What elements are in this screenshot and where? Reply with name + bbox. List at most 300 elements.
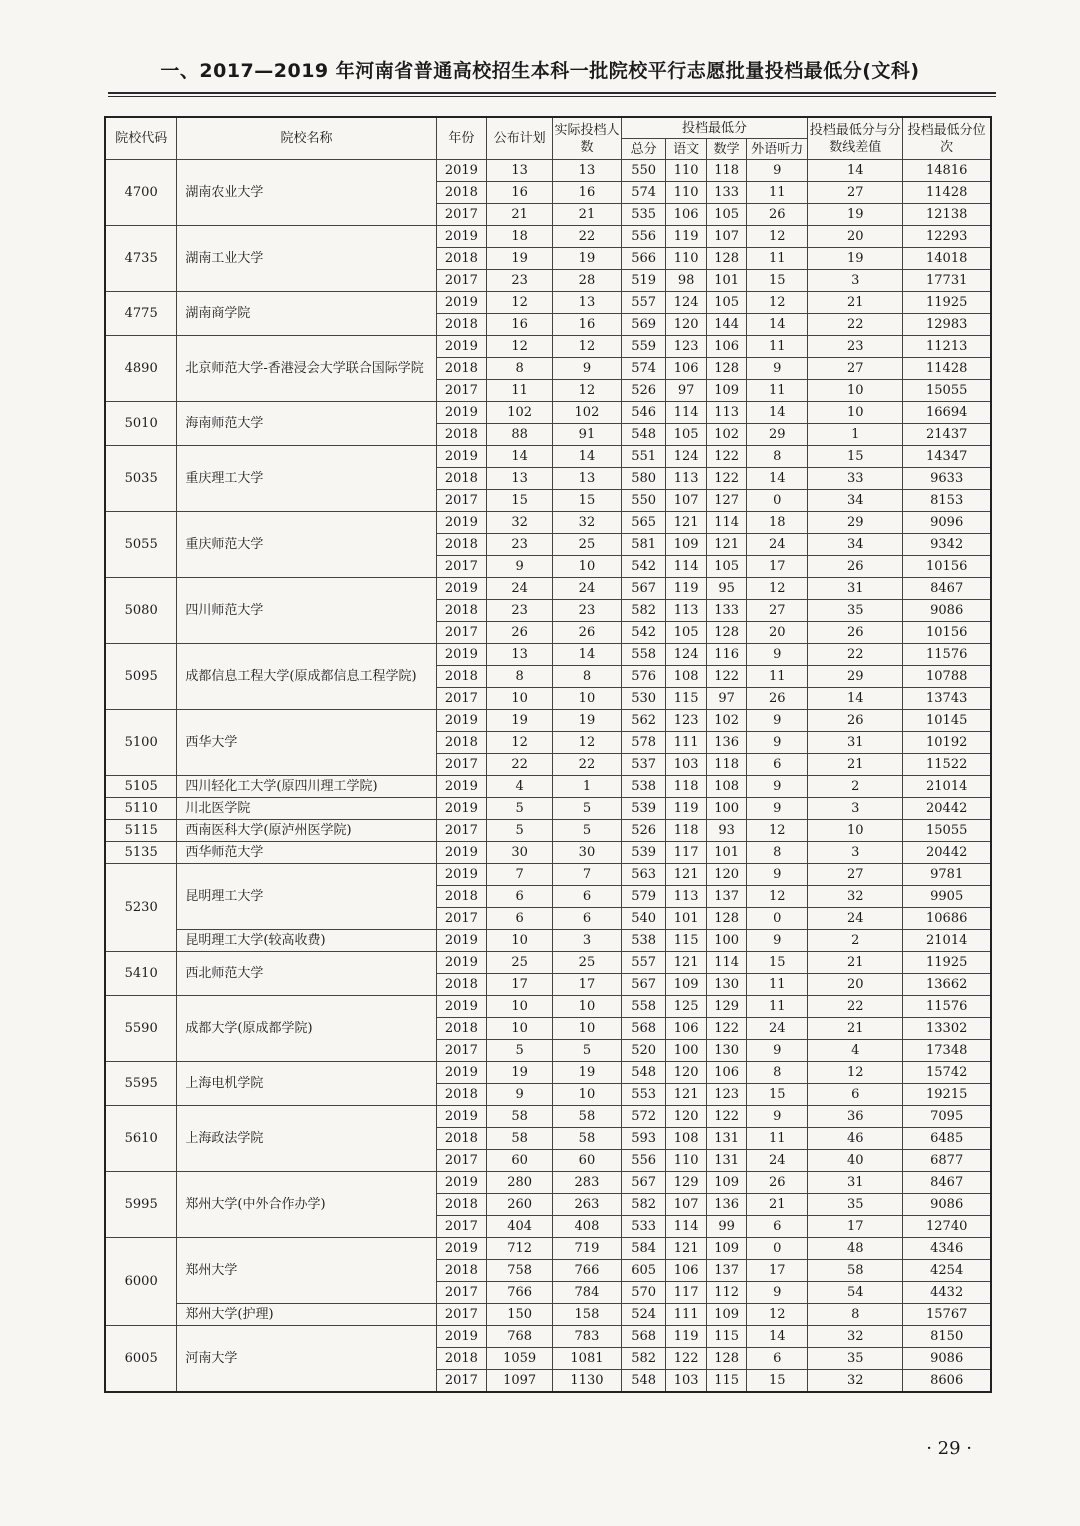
header-math: 数学 — [706, 139, 747, 160]
cell-plan: 404 — [487, 1216, 553, 1238]
cell-actual: 60 — [553, 1150, 622, 1172]
cell-foreign: 14 — [747, 1326, 808, 1348]
cell-total: 576 — [621, 666, 666, 688]
cell-rank: 15742 — [903, 1062, 991, 1084]
cell-math: 100 — [706, 930, 747, 952]
cell-foreign: 24 — [747, 1018, 808, 1040]
cell-foreign: 15 — [747, 270, 808, 292]
cell-diff: 29 — [808, 512, 903, 534]
cell-actual: 263 — [553, 1194, 622, 1216]
table-body — [105, 160, 991, 1393]
cell-actual: 58 — [553, 1106, 622, 1128]
cell-year: 2019 — [436, 710, 487, 732]
cell-total: 580 — [621, 468, 666, 490]
cell-year: 2019 — [436, 1106, 487, 1128]
cell-rank: 6877 — [903, 1150, 991, 1172]
cell-math: 128 — [706, 622, 747, 644]
school-code: 5110 — [105, 798, 177, 820]
cell-rank: 11428 — [903, 358, 991, 380]
cell-foreign: 9 — [747, 864, 808, 886]
table-row — [105, 996, 991, 1018]
cell-actual: 5 — [553, 1040, 622, 1062]
cell-chinese: 107 — [666, 1194, 707, 1216]
cell-math: 122 — [706, 1018, 747, 1040]
table-row — [105, 842, 991, 864]
school-name: 北京师范大学-香港浸会大学联合国际学院 — [177, 336, 436, 402]
cell-diff: 12 — [808, 1062, 903, 1084]
cell-math: 131 — [706, 1150, 747, 1172]
school-name: 四川轻化工大学(原四川理工学院) — [177, 776, 436, 798]
cell-chinese: 107 — [666, 490, 707, 512]
cell-total: 578 — [621, 732, 666, 754]
cell-total: 535 — [621, 204, 666, 226]
cell-year: 2019 — [436, 578, 487, 600]
cell-rank: 11522 — [903, 754, 991, 776]
cell-total: 538 — [621, 930, 666, 952]
cell-diff: 58 — [808, 1260, 903, 1282]
cell-rank: 8153 — [903, 490, 991, 512]
cell-diff: 48 — [808, 1238, 903, 1260]
cell-total: 551 — [621, 446, 666, 468]
cell-year: 2018 — [436, 248, 487, 270]
cell-rank: 10788 — [903, 666, 991, 688]
cell-diff: 26 — [808, 556, 903, 578]
cell-plan: 102 — [487, 402, 553, 424]
cell-chinese: 129 — [666, 1172, 707, 1194]
cell-foreign: 14 — [747, 402, 808, 424]
cell-plan: 12 — [487, 336, 553, 358]
cell-rank: 9096 — [903, 512, 991, 534]
school-code: 5095 — [105, 644, 177, 710]
cell-rank: 9342 — [903, 534, 991, 556]
cell-chinese: 121 — [666, 1238, 707, 1260]
cell-rank: 9633 — [903, 468, 991, 490]
cell-total: 548 — [621, 424, 666, 446]
cell-math: 128 — [706, 908, 747, 930]
cell-year: 2018 — [436, 468, 487, 490]
cell-year: 2018 — [436, 182, 487, 204]
cell-chinese: 117 — [666, 842, 707, 864]
cell-diff: 40 — [808, 1150, 903, 1172]
school-code: 6000 — [105, 1238, 177, 1326]
cell-rank: 9086 — [903, 600, 991, 622]
school-code: 5105 — [105, 776, 177, 798]
cell-year: 2018 — [436, 1084, 487, 1106]
cell-chinese: 105 — [666, 622, 707, 644]
cell-plan: 19 — [487, 710, 553, 732]
cell-year: 2017 — [436, 1282, 487, 1304]
cell-year: 2019 — [436, 292, 487, 314]
cell-diff: 21 — [808, 754, 903, 776]
cell-plan: 22 — [487, 754, 553, 776]
cell-chinese: 120 — [666, 1106, 707, 1128]
cell-foreign: 12 — [747, 292, 808, 314]
cell-year: 2017 — [436, 688, 487, 710]
cell-diff: 23 — [808, 336, 903, 358]
cell-total: 524 — [621, 1304, 666, 1326]
cell-rank: 12138 — [903, 204, 991, 226]
cell-foreign: 11 — [747, 248, 808, 270]
cell-foreign: 9 — [747, 1106, 808, 1128]
cell-actual: 16 — [553, 314, 622, 336]
cell-year: 2018 — [436, 1018, 487, 1040]
cell-total: 605 — [621, 1260, 666, 1282]
cell-diff: 31 — [808, 578, 903, 600]
school-code: 5610 — [105, 1106, 177, 1172]
cell-diff: 2 — [808, 776, 903, 798]
cell-diff: 32 — [808, 1370, 903, 1393]
cell-year: 2019 — [436, 996, 487, 1018]
cell-foreign: 21 — [747, 1194, 808, 1216]
cell-diff: 33 — [808, 468, 903, 490]
cell-rank: 21437 — [903, 424, 991, 446]
cell-foreign: 15 — [747, 1084, 808, 1106]
cell-rank: 9086 — [903, 1194, 991, 1216]
school-name: 郑州大学(中外合作办学) — [177, 1172, 436, 1238]
cell-year: 2017 — [436, 1216, 487, 1238]
cell-year: 2018 — [436, 666, 487, 688]
cell-rank: 4432 — [903, 1282, 991, 1304]
cell-year: 2019 — [436, 336, 487, 358]
cell-foreign: 9 — [747, 644, 808, 666]
cell-rank: 20442 — [903, 798, 991, 820]
cell-year: 2017 — [436, 1370, 487, 1393]
cell-rank: 11925 — [903, 952, 991, 974]
cell-total: 582 — [621, 1348, 666, 1370]
cell-diff: 46 — [808, 1128, 903, 1150]
cell-diff: 1 — [808, 424, 903, 446]
cell-math: 107 — [706, 226, 747, 248]
cell-foreign: 0 — [747, 490, 808, 512]
cell-diff: 10 — [808, 380, 903, 402]
cell-total: 558 — [621, 996, 666, 1018]
cell-plan: 1059 — [487, 1348, 553, 1370]
table-row — [105, 952, 991, 974]
page-title: 一、2017—2019 年河南省普通高校招生本科一批院校平行志愿批量投档最低分(文科) — [160, 60, 920, 82]
cell-year: 2017 — [436, 908, 487, 930]
cell-year: 2018 — [436, 1194, 487, 1216]
cell-math: 115 — [706, 1326, 747, 1348]
cell-rank: 8150 — [903, 1326, 991, 1348]
cell-foreign: 9 — [747, 1040, 808, 1062]
school-code: 4890 — [105, 336, 177, 402]
cell-rank: 10156 — [903, 622, 991, 644]
cell-diff: 31 — [808, 732, 903, 754]
cell-diff: 27 — [808, 358, 903, 380]
cell-plan: 5 — [487, 820, 553, 842]
cell-year: 2019 — [436, 512, 487, 534]
cell-chinese: 119 — [666, 578, 707, 600]
cell-chinese: 121 — [666, 1084, 707, 1106]
school-code: 5115 — [105, 820, 177, 842]
cell-math: 113 — [706, 402, 747, 424]
cell-math: 128 — [706, 248, 747, 270]
cell-total: 539 — [621, 798, 666, 820]
cell-actual: 16 — [553, 182, 622, 204]
school-code: 6005 — [105, 1326, 177, 1393]
cell-chinese: 113 — [666, 886, 707, 908]
cell-math: 122 — [706, 666, 747, 688]
cell-plan: 14 — [487, 446, 553, 468]
cell-diff: 22 — [808, 996, 903, 1018]
cell-chinese: 113 — [666, 468, 707, 490]
cell-rank: 11428 — [903, 182, 991, 204]
cell-rank: 11576 — [903, 644, 991, 666]
cell-year: 2017 — [436, 1304, 487, 1326]
cell-rank: 8467 — [903, 578, 991, 600]
table-row — [105, 1172, 991, 1194]
cell-year: 2017 — [436, 380, 487, 402]
cell-foreign: 14 — [747, 468, 808, 490]
cell-chinese: 115 — [666, 688, 707, 710]
cell-actual: 408 — [553, 1216, 622, 1238]
cell-chinese: 110 — [666, 248, 707, 270]
cell-diff: 54 — [808, 1282, 903, 1304]
cell-chinese: 106 — [666, 358, 707, 380]
cell-actual: 22 — [553, 226, 622, 248]
cell-year: 2018 — [436, 732, 487, 754]
cell-math: 105 — [706, 292, 747, 314]
cell-plan: 88 — [487, 424, 553, 446]
cell-plan: 5 — [487, 1040, 553, 1062]
header-total: 总分 — [621, 139, 666, 160]
table-row — [105, 336, 991, 358]
cell-actual: 12 — [553, 336, 622, 358]
page-number: · 29 · — [926, 1438, 972, 1459]
cell-year: 2019 — [436, 952, 487, 974]
cell-math: 97 — [706, 688, 747, 710]
cell-math: 122 — [706, 468, 747, 490]
cell-year: 2019 — [436, 864, 487, 886]
cell-chinese: 115 — [666, 930, 707, 952]
cell-total: 558 — [621, 644, 666, 666]
cell-diff: 4 — [808, 1040, 903, 1062]
cell-year: 2018 — [436, 358, 487, 380]
cell-math: 123 — [706, 1084, 747, 1106]
cell-math: 116 — [706, 644, 747, 666]
title-rule — [108, 92, 996, 94]
header-year: 年份 — [436, 117, 487, 160]
cell-math: 114 — [706, 512, 747, 534]
cell-plan: 260 — [487, 1194, 553, 1216]
cell-actual: 5 — [553, 820, 622, 842]
header-diff: 投档最低分与分数线差值 — [808, 117, 903, 160]
cell-total: 542 — [621, 556, 666, 578]
cell-foreign: 24 — [747, 1150, 808, 1172]
cell-math: 101 — [706, 842, 747, 864]
cell-foreign: 8 — [747, 1062, 808, 1084]
cell-chinese: 101 — [666, 908, 707, 930]
cell-foreign: 26 — [747, 204, 808, 226]
cell-foreign: 9 — [747, 930, 808, 952]
school-code: 4700 — [105, 160, 177, 226]
table-row — [105, 292, 991, 314]
cell-diff: 14 — [808, 160, 903, 182]
cell-foreign: 26 — [747, 688, 808, 710]
cell-plan: 25 — [487, 952, 553, 974]
cell-total: 540 — [621, 908, 666, 930]
cell-diff: 34 — [808, 490, 903, 512]
cell-total: 582 — [621, 600, 666, 622]
cell-rank: 8606 — [903, 1370, 991, 1393]
cell-math: 109 — [706, 1238, 747, 1260]
cell-year: 2019 — [436, 1238, 487, 1260]
cell-actual: 283 — [553, 1172, 622, 1194]
cell-total: 582 — [621, 1194, 666, 1216]
cell-total: 565 — [621, 512, 666, 534]
cell-math: 121 — [706, 534, 747, 556]
school-code: 5590 — [105, 996, 177, 1062]
cell-diff: 36 — [808, 1106, 903, 1128]
cell-math: 99 — [706, 1216, 747, 1238]
school-code: 4735 — [105, 226, 177, 292]
cell-total: 567 — [621, 1172, 666, 1194]
cell-rank: 21014 — [903, 776, 991, 798]
cell-total: 553 — [621, 1084, 666, 1106]
cell-diff: 31 — [808, 1172, 903, 1194]
cell-actual: 58 — [553, 1128, 622, 1150]
cell-math: 130 — [706, 974, 747, 996]
cell-year: 2019 — [436, 160, 487, 182]
cell-foreign: 9 — [747, 1282, 808, 1304]
cell-math: 95 — [706, 578, 747, 600]
cell-actual: 766 — [553, 1260, 622, 1282]
cell-actual: 17 — [553, 974, 622, 996]
cell-diff: 2 — [808, 930, 903, 952]
cell-actual: 13 — [553, 160, 622, 182]
cell-actual: 13 — [553, 468, 622, 490]
cell-rank: 9086 — [903, 1348, 991, 1370]
cell-rank: 9905 — [903, 886, 991, 908]
cell-math: 93 — [706, 820, 747, 842]
cell-chinese: 124 — [666, 292, 707, 314]
cell-rank: 12293 — [903, 226, 991, 248]
cell-total: 579 — [621, 886, 666, 908]
cell-rank: 15055 — [903, 820, 991, 842]
cell-total: 542 — [621, 622, 666, 644]
cell-plan: 23 — [487, 600, 553, 622]
title-rule-thin — [108, 96, 996, 97]
cell-actual: 25 — [553, 952, 622, 974]
cell-chinese: 114 — [666, 1216, 707, 1238]
school-name: 西南医科大学(原泸州医学院) — [177, 820, 436, 842]
cell-year: 2018 — [436, 314, 487, 336]
cell-rank: 14347 — [903, 446, 991, 468]
cell-math: 109 — [706, 1304, 747, 1326]
cell-foreign: 9 — [747, 776, 808, 798]
cell-math: 102 — [706, 424, 747, 446]
cell-year: 2019 — [436, 446, 487, 468]
cell-rank: 13302 — [903, 1018, 991, 1040]
school-name: 成都大学(原成都学院) — [177, 996, 436, 1062]
cell-diff: 20 — [808, 974, 903, 996]
cell-actual: 10 — [553, 1084, 622, 1106]
cell-year: 2019 — [436, 930, 487, 952]
cell-plan: 13 — [487, 468, 553, 490]
table-row — [105, 798, 991, 820]
cell-chinese: 117 — [666, 1282, 707, 1304]
cell-plan: 10 — [487, 930, 553, 952]
cell-actual: 25 — [553, 534, 622, 556]
cell-foreign: 11 — [747, 182, 808, 204]
cell-diff: 35 — [808, 1194, 903, 1216]
cell-actual: 19 — [553, 1062, 622, 1084]
school-name: 湖南商学院 — [177, 292, 436, 336]
cell-chinese: 123 — [666, 336, 707, 358]
school-code: 5010 — [105, 402, 177, 446]
cell-plan: 13 — [487, 644, 553, 666]
cell-year: 2018 — [436, 600, 487, 622]
cell-year: 2018 — [436, 1260, 487, 1282]
cell-foreign: 11 — [747, 1128, 808, 1150]
cell-plan: 10 — [487, 688, 553, 710]
cell-foreign: 17 — [747, 556, 808, 578]
cell-actual: 12 — [553, 380, 622, 402]
cell-plan: 24 — [487, 578, 553, 600]
cell-actual: 32 — [553, 512, 622, 534]
cell-math: 122 — [706, 1106, 747, 1128]
school-name: 河南大学 — [177, 1326, 436, 1393]
cell-plan: 19 — [487, 248, 553, 270]
cell-plan: 23 — [487, 534, 553, 556]
cell-total: 581 — [621, 534, 666, 556]
table-row — [105, 864, 991, 886]
cell-year: 2018 — [436, 974, 487, 996]
header-foreign: 外语听力 — [747, 139, 808, 160]
cell-rank: 4346 — [903, 1238, 991, 1260]
cell-math: 109 — [706, 380, 747, 402]
cell-rank: 20442 — [903, 842, 991, 864]
cell-total: 519 — [621, 270, 666, 292]
cell-rank: 4254 — [903, 1260, 991, 1282]
cell-plan: 11 — [487, 380, 553, 402]
cell-plan: 26 — [487, 622, 553, 644]
cell-chinese: 106 — [666, 204, 707, 226]
cell-foreign: 9 — [747, 732, 808, 754]
cell-foreign: 26 — [747, 1172, 808, 1194]
cell-total: 538 — [621, 776, 666, 798]
cell-plan: 16 — [487, 314, 553, 336]
cell-total: 556 — [621, 226, 666, 248]
cell-diff: 21 — [808, 292, 903, 314]
cell-year: 2017 — [436, 622, 487, 644]
cell-chinese: 124 — [666, 446, 707, 468]
school-name: 重庆师范大学 — [177, 512, 436, 578]
school-name: 上海政法学院 — [177, 1106, 436, 1172]
cell-chinese: 106 — [666, 1018, 707, 1040]
cell-chinese: 108 — [666, 1128, 707, 1150]
cell-chinese: 119 — [666, 226, 707, 248]
cell-rank: 6485 — [903, 1128, 991, 1150]
cell-math: 108 — [706, 776, 747, 798]
header-rank: 投档最低分位次 — [903, 117, 991, 160]
table-row — [105, 578, 991, 600]
school-name: 重庆理工大学 — [177, 446, 436, 512]
cell-chinese: 121 — [666, 512, 707, 534]
cell-chinese: 123 — [666, 710, 707, 732]
cell-total: 562 — [621, 710, 666, 732]
cell-actual: 7 — [553, 864, 622, 886]
cell-plan: 9 — [487, 556, 553, 578]
cell-rank: 10686 — [903, 908, 991, 930]
cell-rank: 13743 — [903, 688, 991, 710]
cell-diff: 32 — [808, 1326, 903, 1348]
cell-total: 550 — [621, 160, 666, 182]
cell-diff: 3 — [808, 798, 903, 820]
cell-math: 105 — [706, 556, 747, 578]
cell-rank: 7095 — [903, 1106, 991, 1128]
cell-foreign: 17 — [747, 1260, 808, 1282]
